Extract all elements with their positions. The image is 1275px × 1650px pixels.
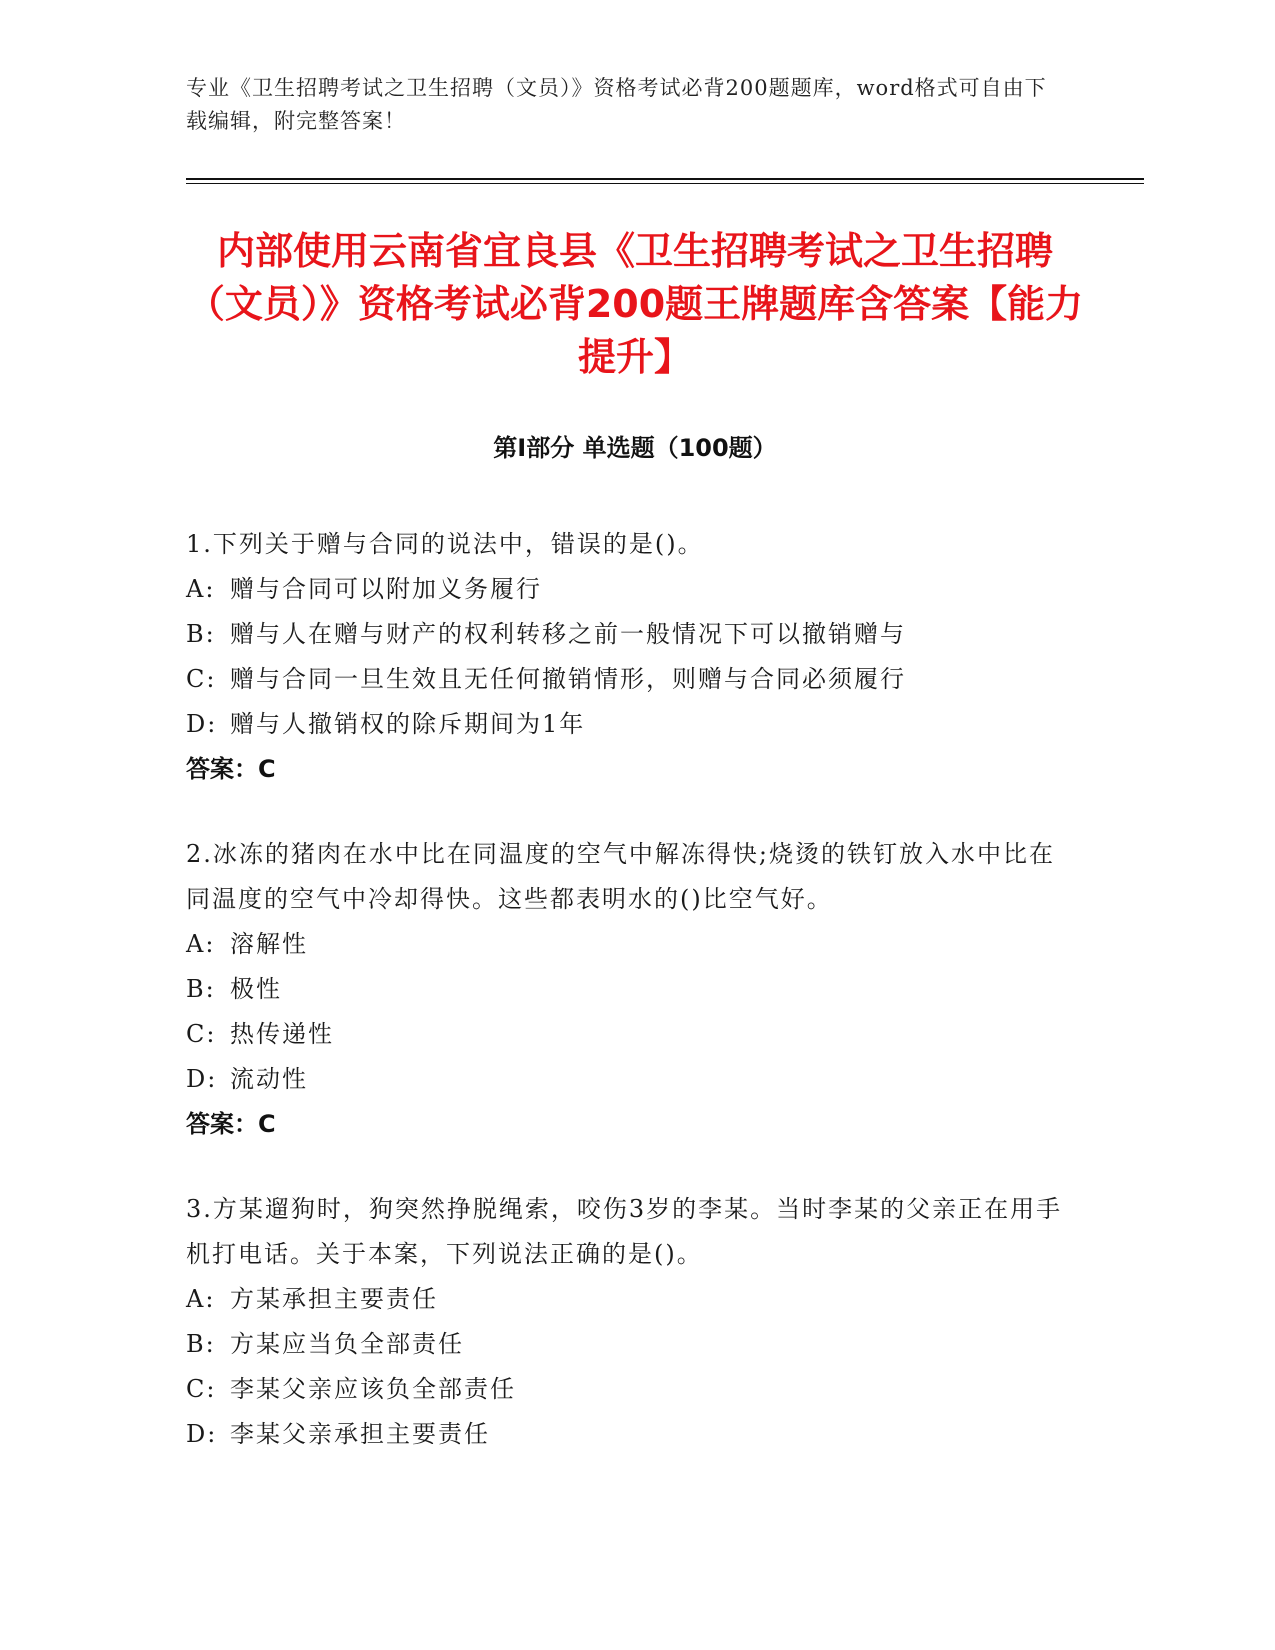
option-text: 热传递性 <box>230 1020 334 1048</box>
option-b <box>186 612 1066 657</box>
question-2 <box>186 832 1066 1147</box>
option-d <box>186 1412 1066 1457</box>
header-divider-thin <box>186 183 1144 184</box>
question-stem: 1.下列关于赠与合同的说法中，错误的是()。 <box>186 530 704 558</box>
question-3 <box>186 1187 1066 1457</box>
option-key: B: <box>186 975 216 1003</box>
option-text: 方某承担主要责任 <box>230 1285 438 1313</box>
option-text: 流动性 <box>230 1065 308 1093</box>
option-key: B: <box>186 1330 216 1358</box>
option-key: A: <box>186 1285 216 1313</box>
option-key: B: <box>186 620 216 648</box>
option-key: D: <box>186 1420 218 1448</box>
header-note: 专业《卫生招聘考试之卫生招聘（文员）》资格考试必背200题题库，word格式可自由下载编辑，附完整答案！ <box>186 76 1047 133</box>
option-c <box>186 657 1066 702</box>
option-text: 李某父亲承担主要责任 <box>230 1420 490 1448</box>
option-d <box>186 1057 1066 1102</box>
option-text: 赠与合同一旦生效且无任何撤销情形，则赠与合同必须履行 <box>230 665 906 693</box>
question-1 <box>186 522 1066 792</box>
option-key: C: <box>186 1375 217 1403</box>
option-text: 极性 <box>230 975 282 1003</box>
question-stem: 3.方某遛狗时，狗突然挣脱绳索，咬伤3岁的李某。当时李某的父亲正在用手机打电话。关于本案，下列说法正确的是()。 <box>186 1195 1063 1268</box>
option-text: 方某应当负全部责任 <box>230 1330 464 1358</box>
option-key: C: <box>186 665 217 693</box>
option-text: 赠与人撤销权的除斥期间为1年 <box>230 710 586 738</box>
option-key: A: <box>186 930 216 958</box>
question-list <box>186 522 1066 1497</box>
section-heading: 第Ⅰ部分 单选题（100题） <box>493 434 777 462</box>
option-b <box>186 967 1066 1012</box>
header-divider-thick <box>186 178 1144 180</box>
option-text: 赠与人在赠与财产的权利转移之前一般情况下可以撤销赠与 <box>230 620 906 648</box>
document-title: 内部使用云南省宜良县《卫生招聘考试之卫生招聘（文员）》资格考试必背200题王牌题库含答案【能力提升】 <box>186 229 1084 379</box>
option-key: D: <box>186 1065 218 1093</box>
option-a <box>186 922 1066 967</box>
answer-line: 答案：C <box>186 1110 276 1138</box>
option-a <box>186 567 1066 612</box>
option-text: 李某父亲应该负全部责任 <box>230 1375 516 1403</box>
option-a <box>186 1277 1066 1322</box>
option-text: 溶解性 <box>230 930 308 958</box>
option-d <box>186 702 1066 747</box>
option-key: C: <box>186 1020 217 1048</box>
answer-line: 答案：C <box>186 755 276 783</box>
question-stem: 2.冰冻的猪肉在水中比在同温度的空气中解冻得快;烧烫的铁钉放入水中比在同温度的空气中冷却得快。这些都表明水的()比空气好。 <box>186 840 1055 913</box>
option-c <box>186 1367 1066 1412</box>
option-b <box>186 1322 1066 1367</box>
option-text: 赠与合同可以附加义务履行 <box>230 575 542 603</box>
option-key: A: <box>186 575 216 603</box>
option-c <box>186 1012 1066 1057</box>
option-key: D: <box>186 710 218 738</box>
